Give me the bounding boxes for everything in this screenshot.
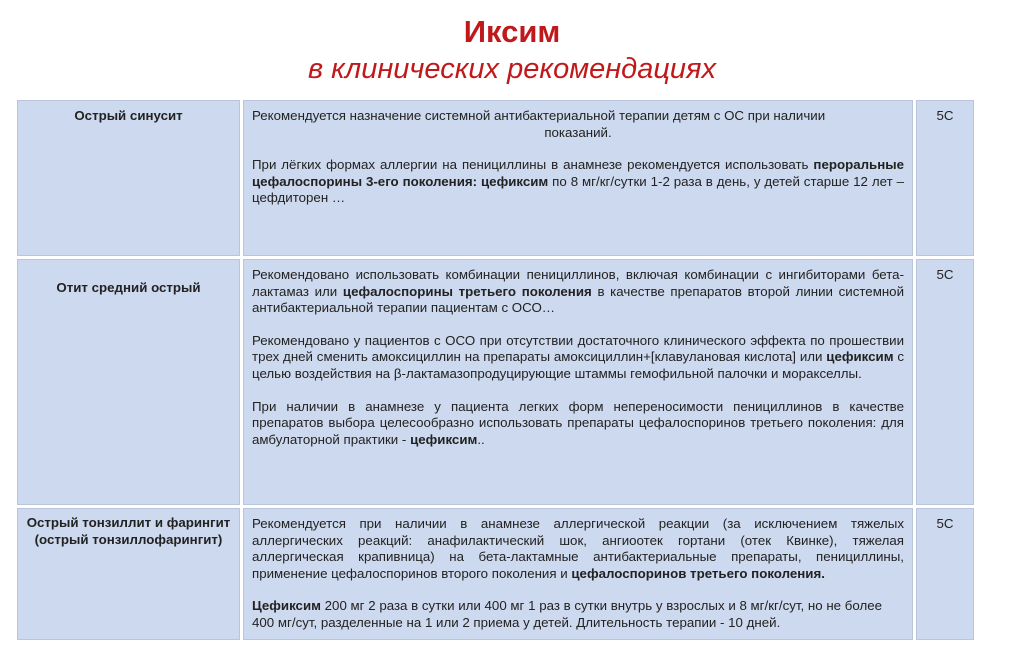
condition-cell: Острый тонзиллит и фарингит (острый тонзиллофарингит) — [17, 508, 240, 640]
drug-highlight: цефиксим — [410, 431, 478, 447]
recommendation-paragraph — [252, 108, 904, 141]
drug-highlight: Цефиксим — [252, 598, 321, 614]
recommendation-text: При наличии в анамнезе у пациента легких форм непереносимости пенициллинов в качестве препаратов выбора целесообразно использовать препараты цефалоспоринов третьего поколения: для амбулаторной практики - — [252, 398, 904, 447]
table-row — [17, 508, 974, 640]
recommendation-text: .. — [477, 431, 485, 447]
evidence-level: 5C — [916, 508, 974, 640]
recommendation-paragraph — [252, 516, 904, 582]
condition-cell: Острый синусит — [17, 100, 240, 256]
recommendation-text: Рекомендуется назначение системной антибактериальной терапии детям с ОС при наличии — [252, 108, 826, 123]
recommendation-text: Рекомендуется при наличии в анамнезе аллергической реакции (за исключением тяжелых аллергических реакций: анафилактический шок, ангиоотек гортани (отек Квинке), тяжелая аллергическая крапивница) на бета-лактамные антибактериальные препараты, пенициллины, применение цефалоспоринов второго поколения и — [252, 516, 904, 581]
evidence-level: 5C — [916, 259, 974, 505]
recommendation-text: по 8 мг/кг/сутки 1-2 раза в день, у детей старше 12 лет – цефдиторен … — [252, 173, 904, 206]
recommendation-paragraph — [252, 157, 904, 207]
condition-cell: Отит средний острый — [17, 259, 240, 505]
recommendation-text: Рекомендовано у пациентов с ОСО при отсутствии достаточного клинического эффекта по прошествии трех дней сменить амоксициллин на препараты амоксициллин+[клавулановая кислота] или — [252, 332, 904, 365]
recommendation-text: в качестве препаратов второй линии системной антибактериальной терапии пациентам с ОСО… — [252, 283, 905, 316]
drug-highlight: цефалоспорины третьего поколения — [342, 283, 592, 299]
evidence-level: 5C — [916, 100, 974, 256]
page-title: Иксим — [463, 14, 561, 49]
recommendation-text: с целью воздействия на β-лактамазопродуцирующие штаммы гемофильной палочки и моракселлы. — [252, 349, 905, 381]
recommendation-cell — [243, 259, 913, 505]
recommendation-paragraph — [252, 399, 904, 449]
recommendation-text: 200 мг 2 раза в сутки или 400 мг 1 раз в сутки внутрь у взрослых и 8 мг/кг/сут, но не более 400 мг/сут, разделенные на 1 или 2 приема у детей. Длительность терапии - 10 дней. — [252, 598, 883, 630]
recommendation-paragraph — [252, 333, 904, 383]
recommendation-cell — [243, 508, 913, 640]
recommendation-text: показаний. — [544, 124, 612, 140]
page-subtitle: в клинических рекомендациях — [307, 53, 717, 85]
recommendation-text: Рекомендовано использовать комбинации пенициллинов, включая комбинации с ингибиторами бета-лактамаз или — [252, 267, 904, 299]
drug-highlight: цефалоспоринов третьего поколения. — [571, 565, 825, 581]
recommendation-paragraph — [252, 598, 904, 631]
table-row — [17, 259, 974, 505]
recommendation-text: При лёгких формах аллергии на пенициллины в анамнезе рекомендуется использовать — [252, 157, 814, 173]
recommendation-cell — [243, 100, 913, 256]
drug-highlight: цефиксим — [826, 349, 894, 365]
recommendations-table — [14, 97, 977, 643]
drug-highlight: пероральные цефалоспорины 3-его поколения: цефиксим — [252, 157, 904, 189]
recommendation-paragraph — [252, 267, 904, 317]
table-row — [17, 100, 974, 256]
